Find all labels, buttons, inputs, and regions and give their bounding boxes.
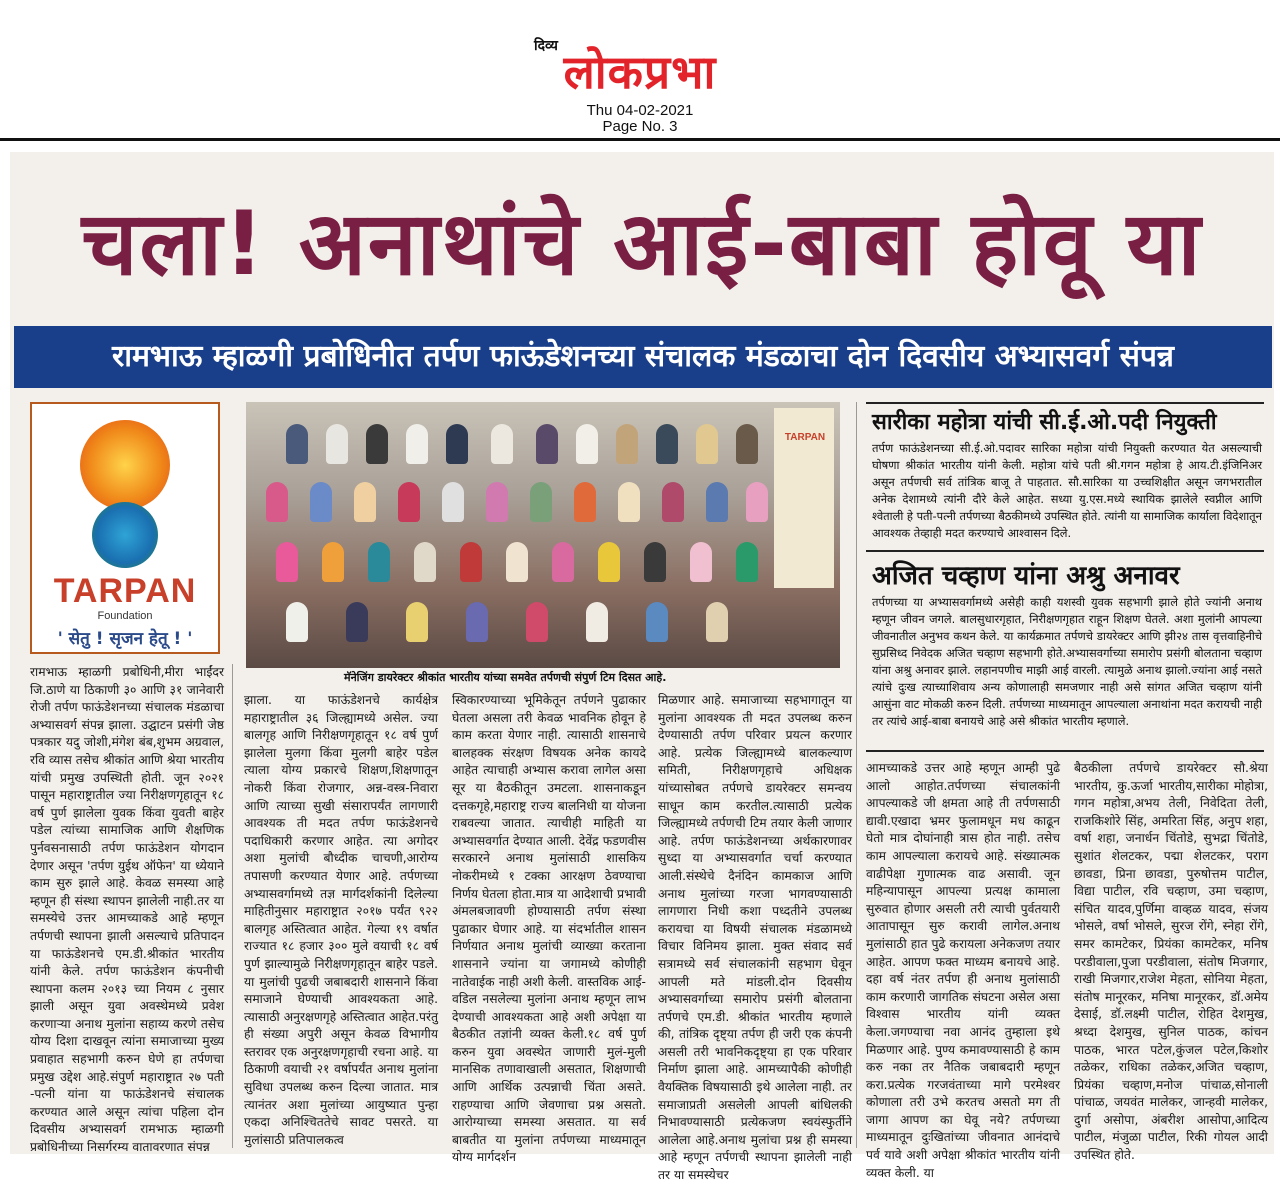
person xyxy=(552,542,574,582)
photo-row-back xyxy=(246,424,840,464)
person xyxy=(706,482,728,522)
person xyxy=(368,542,390,582)
masthead-rule xyxy=(0,138,1280,141)
group-photo xyxy=(246,402,840,668)
side-heading-ceo: सारीका महोत्रा यांची सी.ई.ओ.पदी नियुक्ती xyxy=(872,410,1217,435)
person xyxy=(576,424,598,464)
person xyxy=(696,424,718,464)
person xyxy=(466,602,488,642)
person xyxy=(322,542,344,582)
article-column-5 xyxy=(866,760,1060,1180)
logo-subtitle: Foundation xyxy=(97,610,153,622)
person xyxy=(746,482,768,522)
side-body-ajit xyxy=(872,594,1262,746)
photo-caption: मॅनेजिंग डायरेक्टर श्रीकांत भारतीय यांच्या समवेत तर्पणची संपुर्ण टिम दिसत आहे. xyxy=(344,671,667,684)
article-column-1 xyxy=(30,664,224,1155)
page-number: Page No. 3 xyxy=(602,118,678,135)
column-text: आमच्याकडे उत्तर आहे म्हणून आम्ही पुढे आलो आहोत.तर्पणच्या संचालकांनी आपल्याकडे जी क्षमता आहे ती तर्पणसाठी द्यावी.एखादा भ्रमर फुलामधून मध काढून घेतो मात्र दोघांनाही त्रास होत नाही. तसेच काम आपल्याला करायचे आहे. संख्यात्मक वाढीपेक्षा गुणात्मक वाढ असावी. जून महिन्यापासून आपल्या प्रत्यक्ष कामाला सुरुवात होणार असली तरी त्याची पुर्वतयारी आतापासून सुरु करावी लागेल.अनाथ मुलांसाठी हात पुढे करायला अनेकजण तयार आहेत. आपण फक्त माध्यम बनायचे आहे. दहा वर्ष नंतर तर्पण ही अनाथ मुलांसाठी काम करणारी जागतिक संघटना असेल असा विश्वास भारतीय यांनी व्यक्त केला.जगण्याचा नवा आनंद तुम्हाला इथे मिळणार आहे. पुण्य कमावण्यासाठी हे काम करु नका तर नैतिक जबाबदारी म्हणून करा.प्रत्येक गरजवंताच्या मागे परमेश्वर कोणाला तरी उभे करतच असतो मग ती जागा आपण का घेवू नये? तर्पणच्या माध्यमातून दुःखितांच्या जीवनात आनंदाचे पर्व यावे अशी अपेक्षा श्रीकांत भारतीय यांनी व्यक्त केली. या xyxy=(866,761,1060,1180)
person xyxy=(598,542,620,582)
side-text: तर्पणच्या या अभ्यासवर्गामध्ये असेही काही यशस्वी युवक सहभागी झाले होते ज्यांनी अनाथ म्हणून जीवन जगले. बालसुधारगृहात, निरीक्षणगृहात राहून शिक्षण घेतले. अशा मुलांनी आपल्या जीवनातील अनुभव कथन केले. या कार्यक्रमात तर्पणचे डायरेक्टर आणि झी२४ तास वृत्तवाहिनीचे सुप्रसिध्द निवेदक अजित चव्हाण सहभागी होते.अभ्यासवर्गाच्या समारोप प्रसंगी बोलताना चव्हाण यांना अश्रु अनावर झाले. लहानपणीच माझी आई वारली. त्यामुळे अनाथ झालो.ज्यांना आई नसते त्यांचे दुःख त्याच्याशिवाय अन्य कोणालाही समजणार नाही असे सांगत अजित चव्हाण यांनी आसुंना वाट मोकळी करुन दिली. तर्पणच्या माध्यमातून आपल्याला अनाथांना मदत करायची नाही तर त्यांचे आई-बाबा बनायचे आहे असे श्रीकांत भारतीय म्हणाले. xyxy=(872,595,1262,728)
person xyxy=(644,542,666,582)
side-rule-bottom xyxy=(866,750,1264,752)
article-column-2 xyxy=(244,692,438,1148)
person xyxy=(662,482,684,522)
person xyxy=(398,482,420,522)
headline: चला! अनाथांचे आई-बाबा होवू या xyxy=(81,192,1203,295)
person xyxy=(286,602,308,642)
column-divider xyxy=(232,664,233,1148)
person xyxy=(646,602,668,642)
person xyxy=(506,542,528,582)
person xyxy=(586,602,608,642)
person xyxy=(346,602,368,642)
masthead-small: दिव्य xyxy=(534,38,558,54)
publication-date: Thu 04-02-2021 xyxy=(586,102,694,119)
photo-poster-text: TARPAN xyxy=(784,432,826,443)
photo-row-middle xyxy=(246,482,840,522)
person xyxy=(446,424,468,464)
globe-icon xyxy=(92,502,158,568)
masthead xyxy=(0,0,1280,138)
publication-logo: लोकप्रभा xyxy=(563,45,717,99)
person xyxy=(406,602,428,642)
person xyxy=(326,424,348,464)
person xyxy=(354,482,376,522)
person xyxy=(286,424,308,464)
person xyxy=(618,482,640,522)
person xyxy=(486,482,508,522)
column-divider xyxy=(856,402,857,1148)
side-body-ceo xyxy=(872,440,1262,544)
column-text: रामभाऊ म्हाळगी प्रबोधिनी,मीरा भाईंदर जि.ठाणे या ठिकाणी ३० आणि ३१ जानेवारी रोजी तर्पण फाऊंडेशनच्या संचालक मंडळाचा अभ्यासवर्ग संपन्न झाला. उद्घाटन प्रसंगी जेष्ठ पत्रकार यदु जोशी,मंगेश बंब,शुभम अग्रवाल, रवि व्यास तसेच श्रीकांत आणि श्रेया भारतीय यांची प्रमुख उपस्थिती होती. जून २०२१ पासून महाराष्ट्रातील ज्या निरीक्षणगृहातून १८ वर्ष पुर्ण झालेला युवक किंवा युवती बाहेर पडेल त्यांच्या सामाजिक आणि शैक्षणिक पुर्नवसनासाठी तर्पण फाऊंडेशन योगदान देणार असून 'तर्पण युईथ ऑफेन' या ध्येयाने काम सुरु झाले आहे. केवळ समस्या आहे म्हणून ही संस्था स्थापन झालेली नाही.तर या समस्येचे उत्तर आमच्याकडे आहे म्हणून तर्पणची स्थापना झाली असल्याचे प्रतिपादन या फाऊंडेशनचे एम.डी.श्रीकांत भारतीय यांनी केले. तर्पण फाऊंडेशन कंपनीची स्थापना कलम २०१३ च्या नियम ८ नुसार झाली असून युवा अवस्थेमध्ये प्रवेश करणाऱ्या अनाथ मुलांना सहाय्य करणे तसेच योग्य दिशा दाखवून त्यांना समाजाच्या मुख्य प्रवाहात सहभागी करुन घेणे हा तर्पणचा प्रमुख उद्देश आहे.संपुर्ण महाराष्ट्रात २७ पती -पत्नी यांना या फाऊंडेशनचे संचालक करण्यात आले असून त्यांचा पहिला दोन दिवसीय अभ्यासवर्ग रामभाऊ म्हाळगी प्रबोधिनीच्या निसर्गरम्य वातावरणात संपन्न xyxy=(30,665,224,1155)
column-text: स्विकारण्याच्या भूमिकेतून तर्पणने पुढाकार घेतला असला तरी केवळ भावनिक होवून हे काम करता येणार नाही. त्यासाठी शासनाचे बालहक्क संरक्षण विषयक अनेक कायदे आहेत त्याचाही अभ्यास करावा लागेल असा सूर या बैठकीतून उमटला. शासनाकडून दत्तकगृहे,महाराष्ट्र राज्य बालनिधी या योजना राबवल्या जातात. त्याचीही माहिती या अभ्यासवर्गात देण्यात आली. देवेंद्र फडणवीस सरकारने अनाथ मुलांसाठी शासकिय नोकरीमध्ये १ टक्का आरक्षण ठेवण्याचा निर्णय घेतला होता.मात्र या आदेशाची प्रभावी अंमलबजावणी होण्यासाठी तर्पण संस्था पुढाकार घेणार आहे. या संदर्भातील शासन निर्णयात अनाथ मुलांची व्याख्या करताना शासनाने ज्यांना या जगामध्ये कोणीही नातेवाईक नाही अशी केली. वास्तविक आई-वडिल नसलेल्या मुलांना अनाथ म्हणून लाभ देण्याची आवश्यकता आहे अशी अपेक्षा या बैठकीत तज्ञांनी व्यक्त केली.१८ वर्ष पुर्ण करुन युवा अवस्थेत जाणारी मुलं-मुली मानसिक तणावाखाली असतात, शिक्षणाची आणि आर्थिक उत्पन्नाची चिंता असते. राहण्याचा आणि जेवणाचा प्रश्न असतो. आरोग्याच्या समस्या असतात. या सर्व बाबतीत या मुलांना तर्पणच्या माध्यमातून योग्य मार्गदर्शन xyxy=(452,693,646,1165)
side-text: तर्पण फाऊंडेशनच्या सी.ई.ओ.पदावर सारिका महोत्रा यांची नियुक्ती करण्यात येत असल्याची घोषणा श्रीकांत भारतीय यांनी केली. महोत्रा यांचे पती श्री.गगन महोत्रा हे आय.टी.इंजिनिअर असून तर्पणची सर्व तांत्रिक बाजू ते पाहतात. सौ.सारिका या उच्चशिक्षीत असून जगभरातील अनेक देशामध्ये त्यांनी दौरे केले आहेत. सध्या यु.एस.मध्ये स्थायिक झालेले स्वप्नील आणि श्वेताली हे पती-पत्नी तर्पणच्या बैठकीमध्ये उपस्थित होते. त्यांनी या सामाजिक कार्याला विदेशातून आवश्यक तेव्हाही मदत करण्याचे आश्वासन दिले. xyxy=(872,441,1262,540)
photo-row-seated xyxy=(246,602,840,642)
person xyxy=(530,482,552,522)
person xyxy=(310,482,332,522)
person xyxy=(706,602,728,642)
person xyxy=(526,602,548,642)
person xyxy=(491,424,513,464)
person xyxy=(442,482,464,522)
person xyxy=(460,542,482,582)
person xyxy=(266,482,288,522)
person xyxy=(406,424,428,464)
logo-name: TARPAN xyxy=(53,572,197,610)
column-text: झाला. या फाऊंडेशनचे कार्यक्षेत्र महाराष्ट्रातील ३६ जिल्ह्यामध्ये असेल. ज्या बालगृह आणि निरीक्षणगृहातून १८ वर्ष पुर्ण झालेला मुलगा किंवा मुलगी बाहेर पडेल त्याला योग्य प्रकारचे शिक्षण,शिक्षणातून नोकरी किंवा रोजगार, अन्न-वस्त्र-निवारा आणि त्याच्या सुखी संसारापर्यंत लागणारी आवश्यक ती मदत तर्पण फाऊंडेशनचे पदाधिकारी करणार आहेत. त्या अगोदर अशा मुलांची बौध्दीक चाचणी,आरोग्य तपासणी करण्यात येणार आहे. तर्पणच्या अभ्यासवर्गामध्ये तज्ञ मार्गदर्शकांनी दिलेल्या माहितीनुसार महाराष्ट्रात २०१७ पर्यंत ९२२ बालगृह अस्तित्वात आहेत. गेल्या १९ वर्षात राज्यात १८ हजार ३०० मुले वयाची १८ वर्ष पुर्ण झाल्यामुळे निरीक्षणगृहातून बाहेर पडले. या मुलांची पुढची जबाबदारी शासनाने किंवा समाजाने घेण्याची आवश्यकता आहे. त्यासाठी अनुरक्षणगृहे अस्तित्वात आहेत.परंतु ही संख्या अपुरी असून केवळ विभागीय स्तरावर एक अनुरक्षणगृहाची रचना आहे. या ठिकाणी वयाची २१ वर्षापर्यंत अनाथ मुलांना सुविधा उपलब्ध करुन दिल्या जातात. मात्र त्यानंतर अशा मुलांच्या आयुष्यात पुन्हा एकदा अनिश्चिततेचे सावट पसरते. या मुलांसाठी प्रतिपालकत्व xyxy=(244,693,438,1147)
side-rule-middle xyxy=(866,550,1264,552)
person xyxy=(656,424,678,464)
tarpan-logo xyxy=(30,402,220,654)
person xyxy=(414,542,436,582)
person xyxy=(366,424,388,464)
person xyxy=(736,542,758,582)
article-column-4 xyxy=(658,692,852,1183)
side-heading-ajit: अजित चव्हाण यांना अश्रु अनावर xyxy=(872,561,1180,591)
side-rule-top xyxy=(866,402,1264,404)
flame-icon xyxy=(80,420,170,510)
person xyxy=(736,424,758,464)
person xyxy=(616,424,638,464)
person xyxy=(536,424,558,464)
photo-row-front xyxy=(246,542,840,582)
column-text: बैठकीला तर्पणचे डायरेक्टर सौ.श्रेया भारतीय, कु.ऊर्जा भारतीय,सारीका मोहोत्रा, गगन महोत्रा,अभय तेली, निवेदिता तेली, राजकिशोरे सिंह, अमरिता सिंह, अनुप शहा, वर्षा शहा, जनार्धन चिंतोडे, सुभद्रा चिंतोडे, सुशांत शेलटकर, पद्मा शेलटकर, पराग छावडा, प्रिना छावडा, पुरुषोत्तम पाटील, विद्या पाटील, रवि चव्हाण, उमा चव्हाण, संचित यादव,पुर्णिमा वाव्हळ यादव, संजय भोसले, वर्षा भोसले, सुरज रोंगे, स्नेहा रोंगे, समर कामटेकर, प्रियंका कामटेकर, मनिष परडीवाला,पुजा परडीवाला, संतोष मिजगार, राखी मिजगार,राजेश मेहता, सोनिया मेहता, संतोष मानूरकर, मनिषा मानूरकर, डॉ.अमेय देसाई, डॉ.लक्ष्मी पाटील, रोहित देशमुख, श्रध्दा देशमुख, सुनिल पाठक, कांचन पाठक, भारत पटेल,कुंजल पटेल,किशोर तळेकर, राधिका तळेकर,अजित चव्हाण, प्रियंका चव्हाण,मनोज पांचाळ,सोनाली पांचाळ, जयवंत मालेकर, जान्हवी मालेकर, दुर्गा असोपा, अंबरीश आसोपा,आदित्य पाटील, मंजुळा पाटील, रिकी गोयल आदी उपस्थित होते. xyxy=(1074,761,1268,1163)
person xyxy=(276,542,298,582)
article-column-3 xyxy=(452,692,646,1165)
subheadline-banner: रामभाऊ म्हाळगी प्रबोधिनीत तर्पण फाऊंडेशनच्या संचालक मंडळाचा दोन दिवसीय अभ्यासवर्ग संपन्न xyxy=(14,326,1272,388)
column-text: मिळणार आहे. समाजाच्या सहभागातून या मुलांना आवश्यक ती मदत उपलब्ध करुन देण्यासाठी तर्पण परिवार प्रयत्न करणार आहे. प्रत्येक जिल्ह्यामध्ये बालकल्याण समिती, निरीक्षणगृहाचे अधिक्षक यांच्यासोबत तर्पणचे डायरेक्टर समन्वय साधून काम करतील.त्यासाठी प्रत्येक जिल्ह्यामध्ये तर्पणची टिम तयार केली जाणार आहे. तर्पण फाऊंडेशनच्या अर्थकारणावर सुध्दा या अभ्यासवर्गात चर्चा करण्यात आली.संस्थेचे दैनंदिन कामकाज आणि अनाथ मुलांच्या गरजा भागवण्यासाठी लागणारा निधी कशा पध्दतीने उपलब्ध करायचा या विषयी संचालक मंडळामध्ये विचार विनिमय झाला. मुक्त संवाद सर्व सत्रामध्ये सर्व संचालकांनी सहभाग घेवून आपली मते मांडली.दोन दिवसीय अभ्यासवर्गाच्या समारोप प्रसंगी बोलताना तर्पणचे एम.डी. श्रीकांत भारतीय म्हणाले की, तांत्रिक दृष्ट्या तर्पण ही जरी एक कंपनी असली तरी भावनिकदृष्ट्या हा एक परिवार निर्माण झाला आहे. आमच्यापैकी कोणीही वैयक्तिक विषयासाठी इथे आलेला नाही. तर समाजाप्रती असलेली आपली बांधिलकी निभावण्यासाठी प्रत्येकजण स्वयंस्फुर्तीने आलेला आहे.अनाथ मुलांचा प्रश्न ही समस्या आहे म्हणून तर्पणची स्थापना झालेली नाही तर या समस्येचर xyxy=(658,693,852,1183)
article-column-6 xyxy=(1074,760,1268,1163)
person xyxy=(690,542,712,582)
logo-tagline: ' सेतु ! सृजन हेतू ! ' xyxy=(57,629,193,649)
person xyxy=(574,482,596,522)
